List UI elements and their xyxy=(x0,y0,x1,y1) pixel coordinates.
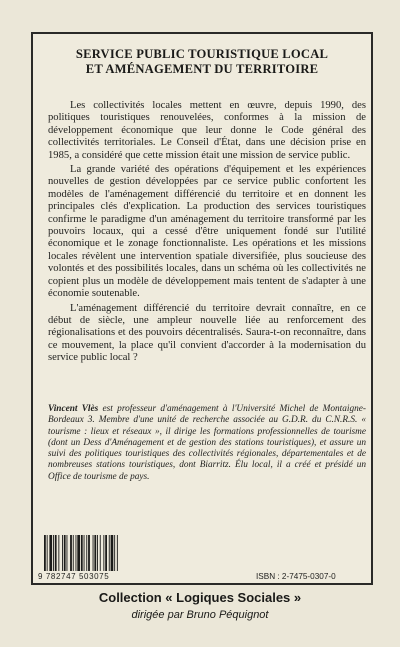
collection-director: dirigée par Bruno Péquignot xyxy=(131,609,269,621)
author-bio xyxy=(48,404,366,483)
barcode-bar xyxy=(67,535,68,571)
barcode-bar xyxy=(97,535,98,571)
barcode-bar xyxy=(55,535,57,571)
barcode-bar xyxy=(73,535,74,571)
barcode-bar xyxy=(105,535,107,571)
author-name: Vincent Vlès xyxy=(48,404,99,414)
barcode-bar xyxy=(62,535,63,571)
barcode-bar xyxy=(109,535,110,571)
title-line-1: SERVICE PUBLIC TOURISTIQUE LOCAL xyxy=(75,47,329,61)
barcode-bar xyxy=(93,535,94,571)
barcode-bar xyxy=(111,535,114,571)
title-line-2: ET AMÉNAGEMENT DU TERRITOIRE xyxy=(85,62,319,76)
barcode-bar xyxy=(47,535,48,571)
barcode-bar xyxy=(81,535,83,571)
barcode-bar xyxy=(53,535,54,571)
barcode-bar xyxy=(44,535,46,571)
barcode-bar xyxy=(94,535,96,571)
collection-name: Collection « Logiques Sociales » xyxy=(98,590,302,605)
blurb-paragraph-2: La grande variété des opérations d'équipement et les expériences nouvelles de gestion développées par ce service public confortent les modèles de l'aménagement différencié du territoire et en donnent les principales clés d'explication. La production des services touristiques confirme le paradigme d'un aménagement du territoire transformé par les pouvoirs locaux, qui a cessé d'être uniquement fondé sur l'utilité économique et le zonage fonctionnaliste. Les opérations et les missions locales révèlent une intervention spatiale diversifiée, plus soucieuse des volontés et des possibilités locales, dans un schéma où les collectivités ne copient plus un modèle de développement mais tentent de s'adapter à une économie soutenable. xyxy=(48,164,366,300)
blurb-paragraph-3: L'aménagement différencié du territoire devrait connaître, en ce début de siècle, une ampleur nouvelle liée au renforcement des régionalisations et des pouvoirs décentralisés. Saura-t-on reconnaître, dans ce mouvement, la place qu'il convient d'accorder à la modernisation du service public local ? xyxy=(48,302,366,364)
barcode-bar xyxy=(70,535,72,571)
barcode-bar xyxy=(76,535,77,571)
blurb xyxy=(48,100,366,367)
blurb-paragraph-1: Les collectivités locales mettent en œuvre, depuis 1990, des politiques touristiques renouvelées, conformes à la mission de développement économique que leur donne le Code général des collectivités territoriales. Le Conseil d'État, dans une décision prise en 1985, a considéré que cette mission était une mission de service public. xyxy=(48,100,366,161)
barcode-bar xyxy=(114,535,115,571)
barcode-bar xyxy=(49,535,52,571)
barcode-bars xyxy=(42,535,140,571)
barcode-bar xyxy=(88,535,90,571)
barcode-bar xyxy=(117,535,118,571)
barcode-bar xyxy=(86,535,87,571)
author-bio-text: est professeur d'aménagement à l'Université Michel de Montaigne-Bordeaux 3. Membre d'une unité de recherche associée au G.D.R. du C.N.R.S. « tourisme : lieux et réseaux », il dirige les formations professionnelles de tourisme (dont un Dess d'Aménagement et de gestion des stations touristiques), et assure un suivi des politiques touristiques des collectivités régionales, départementales et de nombreuses stations touristiques, dont Biarritz. Élu local, il a créé et présidé un Office de tourisme de pays. xyxy=(48,404,366,482)
barcode-bar xyxy=(64,535,66,571)
barcode-digits: 9 782747 503075 xyxy=(38,572,110,581)
barcode-bar xyxy=(58,535,59,571)
barcode-bar xyxy=(84,535,85,571)
barcode-bar xyxy=(103,535,104,571)
barcode-bar xyxy=(77,535,80,571)
book-title xyxy=(33,47,371,77)
barcode-bar xyxy=(100,535,101,571)
isbn: ISBN : 2-7475-0307-0 xyxy=(256,572,336,581)
